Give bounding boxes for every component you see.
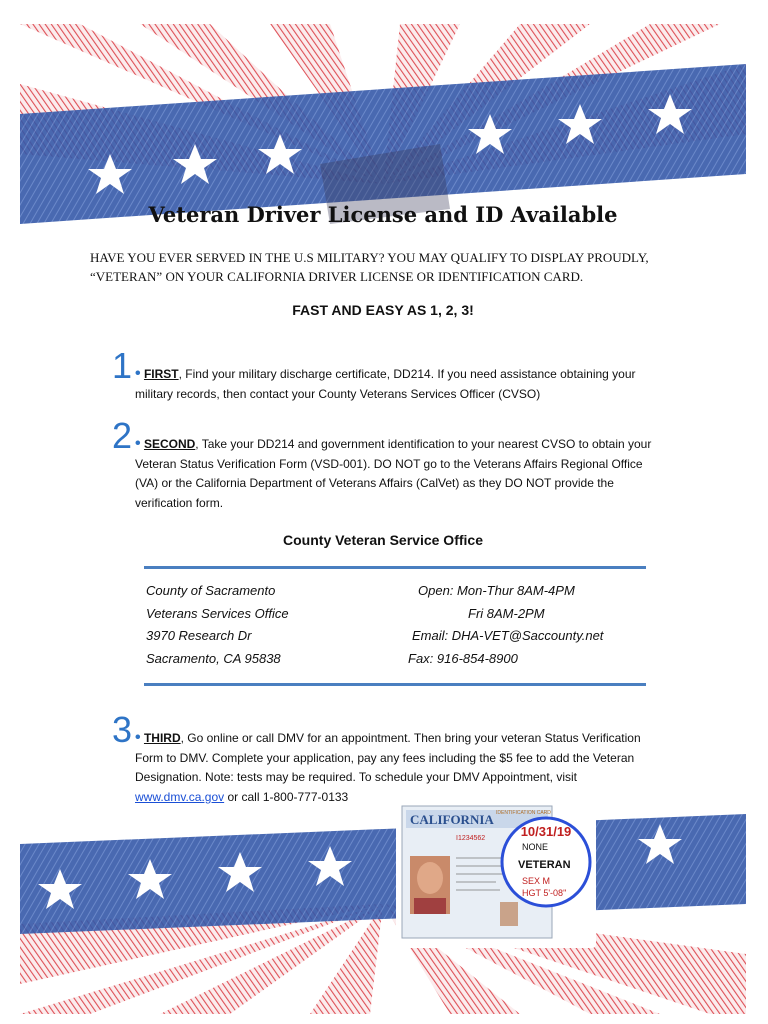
step-1-text: , Find your military discharge certificate, DD214. If you need assistance obtaining your military records, then contact your County Veterans Services Officer (CVSO) <box>135 367 636 401</box>
card-id-number: I1234562 <box>456 835 486 842</box>
tagline: FAST AND EASY AS 1, 2, 3! <box>292 302 474 318</box>
office-email[interactable]: Email: DHA-VET@Saccounty.net <box>412 628 604 643</box>
step-1-word: FIRST <box>143 367 179 381</box>
office-address-line: Sacramento, CA 95838 <box>146 650 281 666</box>
dmv-website-link[interactable]: www.dmv.ca.gov <box>135 789 225 804</box>
step-2 <box>135 434 665 513</box>
step-2-dot: • <box>135 435 141 452</box>
divider-top <box>144 566 646 569</box>
step-2-word: SECOND <box>143 437 196 451</box>
divider-bottom <box>144 683 646 686</box>
step-3-phone: or call 1-800-777-0133 <box>224 789 349 804</box>
flyer-page <box>20 24 746 1014</box>
step-3-number: 3 <box>112 709 133 750</box>
card-sex: SEX M <box>522 876 551 886</box>
card-height: HGT 5'-08" <box>522 888 567 898</box>
office-address <box>146 580 289 670</box>
step-1-number: 1 <box>112 345 133 386</box>
office-heading: County Veteran Service Office <box>283 532 483 548</box>
card-designation: VETERAN <box>518 859 571 871</box>
step-1-dot: • <box>135 365 141 382</box>
flag-sunburst-background <box>20 24 746 1014</box>
card-none-label: NONE <box>522 842 549 852</box>
california-id-card-image <box>396 798 596 948</box>
office-contact <box>408 580 632 670</box>
step-2-number: 2 <box>112 415 133 456</box>
office-fax: Fax: 916-854-8900 <box>408 650 518 666</box>
office-hours-fri: Fri 8AM-2PM <box>468 605 545 621</box>
card-doc-label: IDENTIFICATION CARD <box>496 810 551 816</box>
office-address-line: 3970 Research Dr <box>146 628 252 643</box>
step-1 <box>135 364 665 404</box>
step-3 <box>135 728 665 807</box>
intro-text: HAVE YOU EVER SERVED IN THE U.S MILITARY? YOU MAY QUALIFY TO DISPLAY PROUDLY, “VETERAN” ON YOUR CALIFORNIA DRIVER LICENSE OR IDENTIFICATION CARD. <box>90 250 649 284</box>
office-hours-open: Open: Mon-Thur 8AM-4PM <box>418 583 575 598</box>
step-3-word: THIRD <box>143 731 181 745</box>
step-3-dot: • <box>135 729 141 746</box>
card-state: CALIFORNIA <box>410 812 494 827</box>
step-2-text: , Take your DD214 and government identification to your nearest CVSO to obtain your Veteran Status Verification Form (VSD-001). DO NOT go to the Veterans Affairs Regional Office (VA) or the California Department of Veterans Affairs (CalVet) as they DO NOT provide the verification form. <box>135 437 652 510</box>
card-date: 10/31/19 <box>520 824 572 839</box>
step-3-text: , Go online or call DMV for an appointment. Then bring your veteran Status Verification Form to DMV. Complete your application, pay any fees including the $5 fee to add the Veteran Designation. Note: tests may be required. To schedule your DMV Appointment, visit <box>135 731 641 784</box>
office-address-line: County of Sacramento <box>146 583 276 598</box>
page-title: Veteran Driver License and ID Available <box>148 202 618 227</box>
office-address-line: Veterans Services Office <box>146 605 289 621</box>
